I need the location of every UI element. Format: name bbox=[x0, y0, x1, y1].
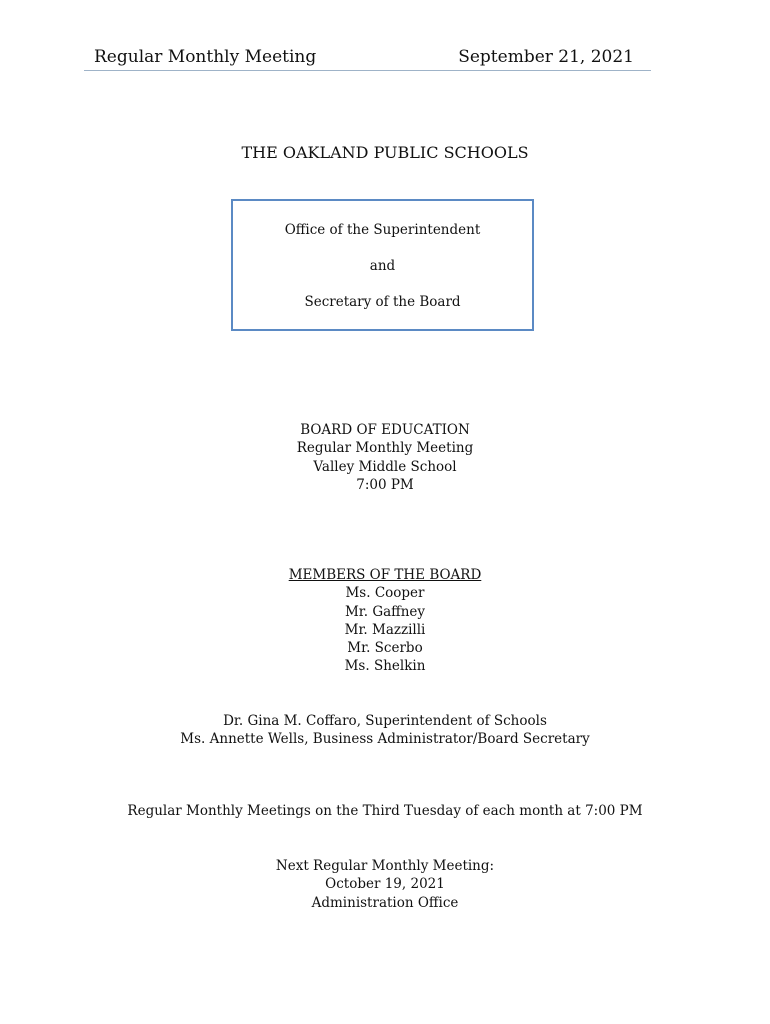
board-member: Mr. Scerbo bbox=[347, 640, 423, 657]
board-member: Mr. Gaffney bbox=[344, 603, 426, 620]
office-box bbox=[231, 199, 534, 331]
office-line-superintendent: Office of the Superintendent bbox=[284, 222, 481, 238]
office-line-and: and bbox=[369, 258, 396, 274]
next-meeting-date: October 19, 2021 bbox=[325, 876, 445, 893]
meeting-info bbox=[0, 421, 770, 494]
board-member: Mr. Mazzilli bbox=[344, 621, 426, 638]
meeting-schedule bbox=[0, 802, 770, 820]
office-line-secretary: Secretary of the Board bbox=[304, 294, 461, 310]
meeting-time: 7:00 PM bbox=[356, 476, 414, 493]
header-meeting-type: Regular Monthly Meeting bbox=[94, 47, 317, 67]
meeting-board-heading: BOARD OF EDUCATION bbox=[300, 422, 470, 438]
meeting-location: Valley Middle School bbox=[313, 458, 457, 475]
board-members bbox=[0, 566, 770, 676]
members-heading: MEMBERS OF THE BOARD bbox=[288, 567, 482, 583]
board-member: Ms. Cooper bbox=[345, 585, 425, 602]
business-administrator-line: Ms. Annette Wells, Business Administrator/Board Secretary bbox=[180, 731, 590, 748]
district-title: THE OAKLAND PUBLIC SCHOOLS bbox=[241, 143, 529, 162]
board-member: Ms. Shelkin bbox=[344, 658, 426, 675]
meeting-type: Regular Monthly Meeting bbox=[296, 440, 474, 457]
next-meeting-heading: Next Regular Monthly Meeting: bbox=[275, 858, 495, 874]
header-meeting-date: September 21, 2021 bbox=[458, 47, 634, 67]
header-divider bbox=[84, 70, 651, 71]
next-meeting-location: Administration Office bbox=[311, 894, 459, 911]
schedule-text: Regular Monthly Meetings on the Third Tuesday of each month at 7:00 PM bbox=[127, 803, 643, 819]
officials bbox=[0, 712, 770, 749]
superintendent-line: Dr. Gina M. Coffaro, Superintendent of Schools bbox=[223, 713, 547, 729]
next-meeting bbox=[0, 857, 770, 912]
